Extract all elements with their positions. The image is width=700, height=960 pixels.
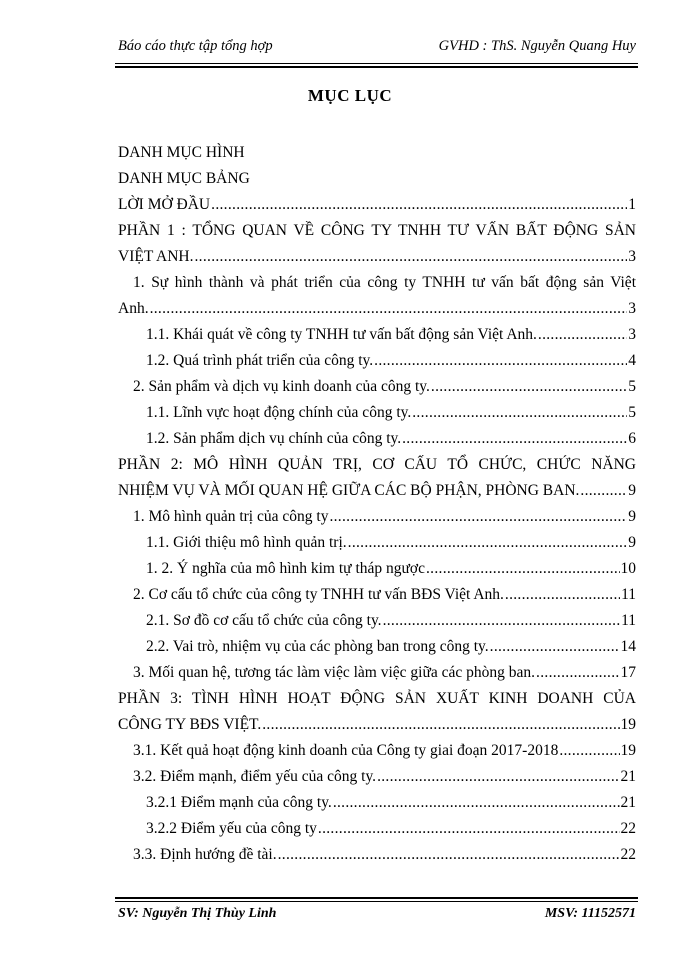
toc-page-number: 9 bbox=[628, 534, 636, 551]
toc-entry[interactable] bbox=[118, 634, 636, 660]
footer-student-id: MSV: 11152571 bbox=[544, 906, 636, 921]
toc-page-number: 11 bbox=[621, 612, 636, 629]
toc-leader bbox=[538, 322, 627, 348]
toc-entry[interactable] bbox=[118, 842, 636, 868]
toc-leader bbox=[412, 400, 627, 426]
toc-leader bbox=[318, 816, 620, 842]
toc-entry[interactable] bbox=[118, 296, 636, 322]
toc-entry-label: 1.2. Quá trình phát triển của công ty. bbox=[146, 352, 374, 369]
header-report-title: Báo cáo thực tập tổng hợp bbox=[118, 38, 273, 54]
toc-entry[interactable] bbox=[118, 712, 636, 738]
toc-entry-label: PHẦN 3: TÌNH HÌNH HOẠT ĐỘNG SẢN XUẤT KINH DOANH CỦA bbox=[118, 690, 636, 707]
toc-page-number: 3 bbox=[628, 326, 636, 343]
toc-leader bbox=[402, 426, 627, 452]
toc-page-number: 19 bbox=[620, 716, 636, 733]
page-header bbox=[118, 38, 636, 60]
toc-page-number: 5 bbox=[628, 404, 636, 421]
toc-entry-label: DANH MỤC HÌNH bbox=[118, 144, 245, 161]
toc-entry-label: 2.1. Sơ đồ cơ cấu tổ chức của công ty. bbox=[146, 612, 382, 629]
toc-entry-label: 3.1. Kết quả hoạt động kinh doanh của Công ty giai đoạn 2017-2018 bbox=[133, 742, 559, 759]
toc-entry-label: 1.1. Giới thiệu mô hình quản trị. bbox=[146, 534, 347, 551]
toc-entry[interactable] bbox=[118, 608, 636, 634]
toc-entry[interactable] bbox=[118, 478, 636, 504]
toc-entry-label: PHẦN 2: MÔ HÌNH QUẢN TRỊ, CƠ CẤU TỔ CHỨC, CHỨC NĂNG bbox=[118, 456, 636, 473]
toc-page-number: 4 bbox=[628, 352, 636, 369]
toc-entry[interactable] bbox=[118, 738, 636, 764]
header-rule-thick bbox=[115, 66, 638, 68]
toc-entry-label: VIỆT ANH. bbox=[118, 248, 194, 265]
toc-entry-line[interactable] bbox=[118, 270, 636, 296]
toc-page-number: 17 bbox=[620, 664, 636, 681]
toc-page-number: 9 bbox=[628, 508, 636, 525]
toc-leader bbox=[374, 348, 627, 374]
toc-leader bbox=[505, 582, 620, 608]
toc-page-number: 14 bbox=[620, 638, 636, 655]
toc-leader bbox=[278, 842, 620, 868]
toc-page-number: 6 bbox=[628, 430, 636, 447]
toc-entry-label: 2. Cơ cấu tổ chức của công ty TNHH tư vấn BĐS Việt Anh. bbox=[133, 586, 504, 603]
toc-leader bbox=[333, 790, 620, 816]
toc-leader bbox=[426, 556, 620, 582]
toc-entry-label: DANH MỤC BẢNG bbox=[118, 170, 250, 187]
table-of-contents bbox=[118, 140, 636, 868]
footer-student-name: SV: Nguyễn Thị Thùy Linh bbox=[118, 906, 277, 921]
toc-entry[interactable] bbox=[118, 400, 636, 426]
toc-entry[interactable] bbox=[118, 426, 636, 452]
toc-entry[interactable] bbox=[118, 244, 636, 270]
toc-page-number: 11 bbox=[621, 586, 636, 603]
toc-page-number: 9 bbox=[628, 482, 636, 499]
toc-entry[interactable] bbox=[118, 322, 636, 348]
toc-entry[interactable] bbox=[118, 374, 636, 400]
toc-entry-label: 1. Mô hình quản trị của công ty bbox=[133, 508, 329, 525]
toc-page-number: 5 bbox=[628, 378, 636, 395]
toc-entry-label: 3. Mối quan hệ, tương tác làm việc làm việc giữa các phòng ban. bbox=[133, 664, 536, 681]
header-rule bbox=[115, 63, 638, 64]
toc-leader bbox=[211, 192, 627, 218]
toc-page-number: 22 bbox=[620, 820, 636, 837]
toc-entry[interactable] bbox=[118, 660, 636, 686]
toc-leader bbox=[490, 634, 620, 660]
toc-page-number: 3 bbox=[628, 248, 636, 265]
toc-entry-line[interactable] bbox=[118, 218, 636, 244]
toc-entry[interactable] bbox=[118, 140, 636, 166]
toc-entry[interactable] bbox=[118, 348, 636, 374]
toc-entry[interactable] bbox=[118, 816, 636, 842]
toc-page-number: 10 bbox=[620, 560, 636, 577]
toc-entry-label: CÔNG TY BĐS VIỆT. bbox=[118, 716, 262, 733]
toc-entry-label: 3.2.1 Điểm mạnh của công ty. bbox=[146, 794, 332, 811]
toc-leader bbox=[377, 764, 619, 790]
toc-page-number: 21 bbox=[620, 768, 636, 785]
toc-leader bbox=[195, 244, 628, 270]
toc-leader bbox=[431, 374, 627, 400]
toc-leader bbox=[559, 738, 619, 764]
toc-entry-line[interactable] bbox=[118, 452, 636, 478]
toc-leader bbox=[329, 504, 627, 530]
toc-entry-label: LỜI MỞ ĐẦU bbox=[118, 196, 211, 213]
toc-entry-label: 1.1. Lĩnh vực hoạt động chính của công ty. bbox=[146, 404, 412, 421]
toc-leader bbox=[580, 478, 627, 504]
toc-leader bbox=[262, 712, 619, 738]
toc-page-number: 19 bbox=[620, 742, 636, 759]
toc-entry[interactable] bbox=[118, 192, 636, 218]
toc-page-number: 22 bbox=[620, 846, 636, 863]
toc-page-number: 3 bbox=[628, 300, 636, 317]
toc-entry-label: 2.2. Vai trò, nhiệm vụ của các phòng ban trong công ty. bbox=[146, 638, 489, 655]
toc-entry-label: PHẦN 1 : TỔNG QUAN VỀ CÔNG TY TNHH TƯ VẤN BẤT ĐỘNG SẢN bbox=[118, 222, 636, 239]
toc-entry-label: 3.2. Điểm mạnh, điểm yếu của công ty. bbox=[133, 768, 377, 785]
toc-entry[interactable] bbox=[118, 790, 636, 816]
toc-entry[interactable] bbox=[118, 764, 636, 790]
toc-entry-label: NHIỆM VỤ VÀ MỐI QUAN HỆ GIỮA CÁC BỘ PHẬN, PHÒNG BAN. bbox=[118, 482, 580, 499]
toc-entry-label: 2. Sản phẩm và dịch vụ kinh doanh của công ty. bbox=[133, 378, 430, 395]
toc-leader bbox=[348, 530, 628, 556]
toc-page-number: 1 bbox=[628, 196, 636, 213]
footer-rule bbox=[115, 901, 638, 902]
toc-entry-label: 3.3. Định hướng đề tài. bbox=[133, 846, 277, 863]
toc-leader bbox=[383, 608, 621, 634]
toc-page-number: 21 bbox=[620, 794, 636, 811]
toc-entry[interactable] bbox=[118, 556, 636, 582]
footer-rule-thick bbox=[115, 897, 638, 899]
toc-entry-label: Anh. bbox=[118, 300, 149, 317]
toc-entry-label: 1.2. Sản phẩm dịch vụ chính của công ty. bbox=[146, 430, 402, 447]
toc-entry-label: 1. Sự hình thành và phát triển của công ty TNHH tư vấn bất động sản Việt bbox=[133, 274, 636, 291]
toc-entry-line[interactable] bbox=[118, 686, 636, 712]
toc-entry[interactable] bbox=[118, 582, 636, 608]
toc-leader bbox=[536, 660, 619, 686]
toc-entry[interactable] bbox=[118, 166, 636, 192]
toc-entry-label: 1.1. Khái quát về công ty TNHH tư vấn bất động sản Việt Anh. bbox=[146, 326, 537, 343]
toc-entry-label: 1. 2. Ý nghĩa của mô hình kim tự tháp ngược bbox=[146, 560, 425, 577]
header-advisor: GVHD : ThS. Nguyễn Quang Huy bbox=[438, 38, 636, 54]
toc-entry-label: 3.2.2 Điểm yếu của công ty bbox=[146, 820, 317, 837]
page-title: MỤC LỤC bbox=[307, 86, 393, 105]
toc-entry[interactable] bbox=[118, 530, 636, 556]
toc-entry[interactable] bbox=[118, 504, 636, 530]
toc-leader bbox=[150, 296, 628, 322]
